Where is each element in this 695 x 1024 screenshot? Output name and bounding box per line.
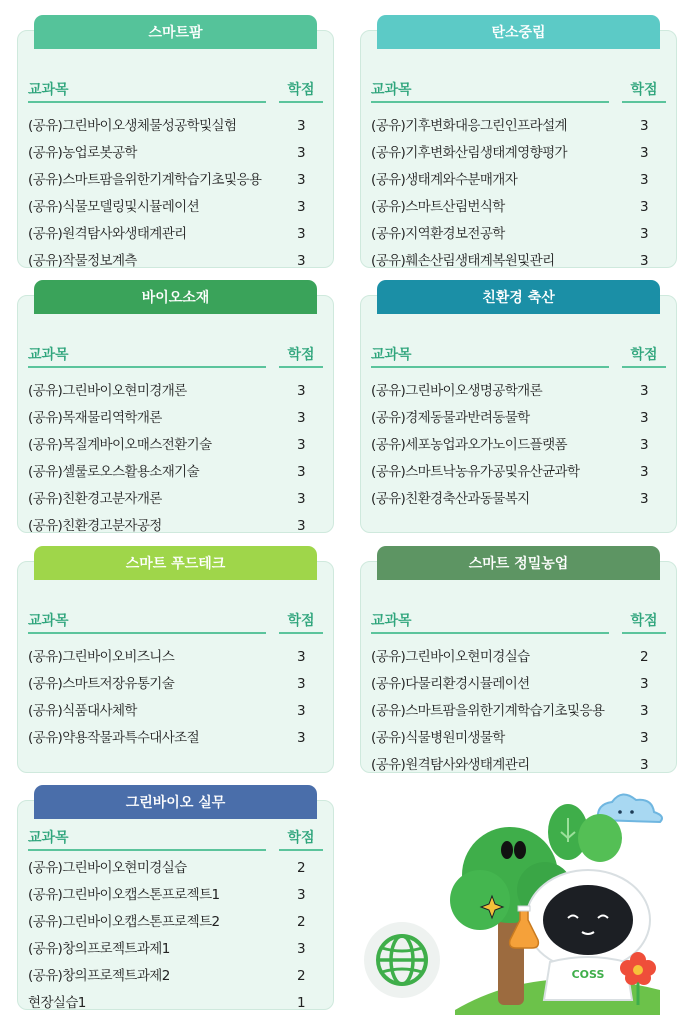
table-row [28,644,323,671]
header-course: 교과목 [371,79,609,103]
course-name: (공유)스마트팜을위한기계학습기초및응용 [371,703,605,719]
table-row [28,698,323,725]
course-name: (공유)친환경고분자개론 [28,491,162,507]
course-name: (공유)창의프로젝트과제2 [28,968,170,984]
course-list [28,644,323,752]
table-row [371,221,666,248]
globe-icon [364,922,440,998]
table-row [371,113,666,140]
table-row [28,725,323,752]
table-row [371,459,666,486]
table-row [371,378,666,405]
course-credit: 3 [297,676,305,692]
course-credit: 3 [297,730,305,746]
table-header [371,344,666,370]
course-name: (공유)목질계바이오매스전환기술 [28,437,212,453]
course-list [28,113,323,275]
course-name: (공유)스마트산림번식학 [371,199,505,215]
course-credit: 3 [297,437,305,453]
card-carbon-neutral [360,25,677,269]
header-credit: 학점 [279,79,323,103]
course-credit: 3 [297,199,305,215]
course-name: (공유)친환경축산과동물복지 [371,491,530,507]
course-name: (공유)친환경고분자공정 [28,518,162,534]
table-row [28,221,323,248]
header-course: 교과목 [371,610,609,634]
card-title: 스마트 정밀농업 [377,546,660,580]
course-name: (공유)생태계와수분매개자 [371,172,518,188]
course-name: (공유)다물리환경시뮬레이션 [371,676,530,692]
table-row [28,990,323,1017]
course-credit: 3 [297,172,305,188]
course-name: 현장실습1 [28,995,86,1011]
course-name: (공유)셀룰로오스활용소재기술 [28,464,200,480]
course-name: (공유)작물정보계측 [28,253,137,269]
course-name: (공유)원격탐사와생태계관리 [28,226,187,242]
table-row [371,167,666,194]
table-row [28,855,323,882]
course-credit: 3 [297,941,305,957]
course-name: (공유)지역환경보전공학 [371,226,505,242]
table-header [371,610,666,636]
table-row [28,909,323,936]
course-credit: 2 [297,914,305,930]
course-name: (공유)스마트팜을위한기계학습기초및응용 [28,172,262,188]
card-smart-precision-agriculture [360,556,677,773]
course-name: (공유)약용작물과특수대사조절 [28,730,200,746]
table-row [28,936,323,963]
table-row [371,140,666,167]
card-title: 친환경 축산 [377,280,660,314]
table-row [28,882,323,909]
course-credit: 3 [640,676,648,692]
course-name: (공유)식물병원미생물학 [371,730,505,746]
course-credit: 3 [640,145,648,161]
course-name: (공유)식물모델링및시뮬레이션 [28,199,200,215]
course-name: (공유)창의프로젝트과제1 [28,941,170,957]
course-name: (공유)농업로봇공학 [28,145,137,161]
course-name: (공유)그린바이오캡스톤프로젝트1 [28,887,220,903]
course-name: (공유)그린바이오현미경실습 [371,649,530,665]
card-title: 스마트팜 [34,15,317,49]
table-header [28,79,323,105]
course-name: (공유)그린바이오현미경개론 [28,383,187,399]
header-credit: 학점 [622,79,666,103]
course-name: (공유)훼손산림생태계복원및관리 [371,253,555,269]
header-course: 교과목 [28,344,266,368]
table-row [371,725,666,752]
mascot-label: COSS [571,968,605,981]
course-credit: 3 [640,383,648,399]
header-credit: 학점 [622,344,666,368]
table-row [28,194,323,221]
table-row [371,698,666,725]
course-name: (공유)세포농업과오가노이드플랫폼 [371,437,567,453]
table-header [28,344,323,370]
course-name: (공유)그린바이오현미경실습 [28,860,187,876]
course-name: (공유)그린바이오생명공학개론 [371,383,543,399]
table-row [371,752,666,779]
header-credit: 학점 [279,827,323,851]
card-title: 탄소중립 [377,15,660,49]
course-credit: 3 [640,172,648,188]
course-list [28,855,323,1017]
header-credit: 학점 [622,610,666,634]
course-credit: 3 [297,518,305,534]
course-name: (공유)스마트저장유통기술 [28,676,175,692]
course-credit: 3 [297,887,305,903]
course-list [371,113,666,275]
table-row [28,167,323,194]
header-course: 교과목 [371,344,609,368]
course-credit: 1 [297,995,305,1011]
table-row [28,486,323,513]
table-row [28,140,323,167]
course-credit: 3 [297,491,305,507]
course-credit: 3 [640,226,648,242]
header-course: 교과목 [28,610,266,634]
card-biomaterial [17,290,334,534]
table-row [371,248,666,275]
table-header [28,610,323,636]
course-name: (공유)그린바이오비즈니스 [28,649,175,665]
card-smartfarm [17,25,334,269]
course-name: (공유)그린바이오생체물성공학및실험 [28,118,237,134]
course-credit: 2 [297,968,305,984]
card-smart-foodtech [17,556,334,773]
table-row [371,194,666,221]
course-name: (공유)목재물리역학개론 [28,410,162,426]
table-row [28,513,323,540]
course-name: (공유)경제동물과반려동물학 [371,410,530,426]
card-title: 바이오소재 [34,280,317,314]
course-credit: 3 [640,464,648,480]
course-credit: 3 [297,118,305,134]
course-credit: 3 [297,226,305,242]
card-title: 그린바이오 실무 [34,785,317,819]
table-row [28,432,323,459]
course-credit: 3 [640,703,648,719]
course-credit: 3 [640,118,648,134]
course-list [28,378,323,540]
course-credit: 2 [640,649,648,665]
table-row [371,644,666,671]
course-name: (공유)식품대사체학 [28,703,137,719]
table-row [28,671,323,698]
table-header [28,827,323,853]
course-credit: 3 [640,757,648,773]
course-list [371,644,666,779]
table-row [28,113,323,140]
course-name: (공유)기후변화산림생태계영향평가 [371,145,567,161]
course-credit: 3 [297,464,305,480]
table-row [371,432,666,459]
course-name: (공유)스마트낙농유가공및유산균과학 [371,464,580,480]
table-row [28,378,323,405]
header-credit: 학점 [279,610,323,634]
course-credit: 3 [640,437,648,453]
course-credit: 3 [640,410,648,426]
table-row [371,486,666,513]
course-credit: 3 [297,410,305,426]
course-credit: 3 [640,199,648,215]
course-name: (공유)기후변화대응그린인프라설계 [371,118,567,134]
header-course: 교과목 [28,79,266,103]
card-greenbio-practice [17,795,334,1011]
table-row [371,671,666,698]
table-row [28,405,323,432]
course-credit: 3 [297,253,305,269]
table-row [28,248,323,275]
card-eco-livestock [360,290,677,533]
course-credit: 3 [297,649,305,665]
course-credit: 3 [640,491,648,507]
table-row [28,963,323,990]
course-credit: 3 [640,730,648,746]
table-row [28,459,323,486]
course-credit: 3 [640,253,648,269]
mascot-illustration [360,780,690,1015]
header-credit: 학점 [279,344,323,368]
course-list [371,378,666,513]
course-credit: 2 [297,860,305,876]
course-credit: 3 [297,703,305,719]
course-name: (공유)원격탐사와생태계관리 [371,757,530,773]
card-title: 스마트 푸드테크 [34,546,317,580]
header-course: 교과목 [28,827,266,851]
course-credit: 3 [297,383,305,399]
table-header [371,79,666,105]
course-credit: 3 [297,145,305,161]
course-name: (공유)그린바이오캡스톤프로젝트2 [28,914,220,930]
table-row [371,405,666,432]
